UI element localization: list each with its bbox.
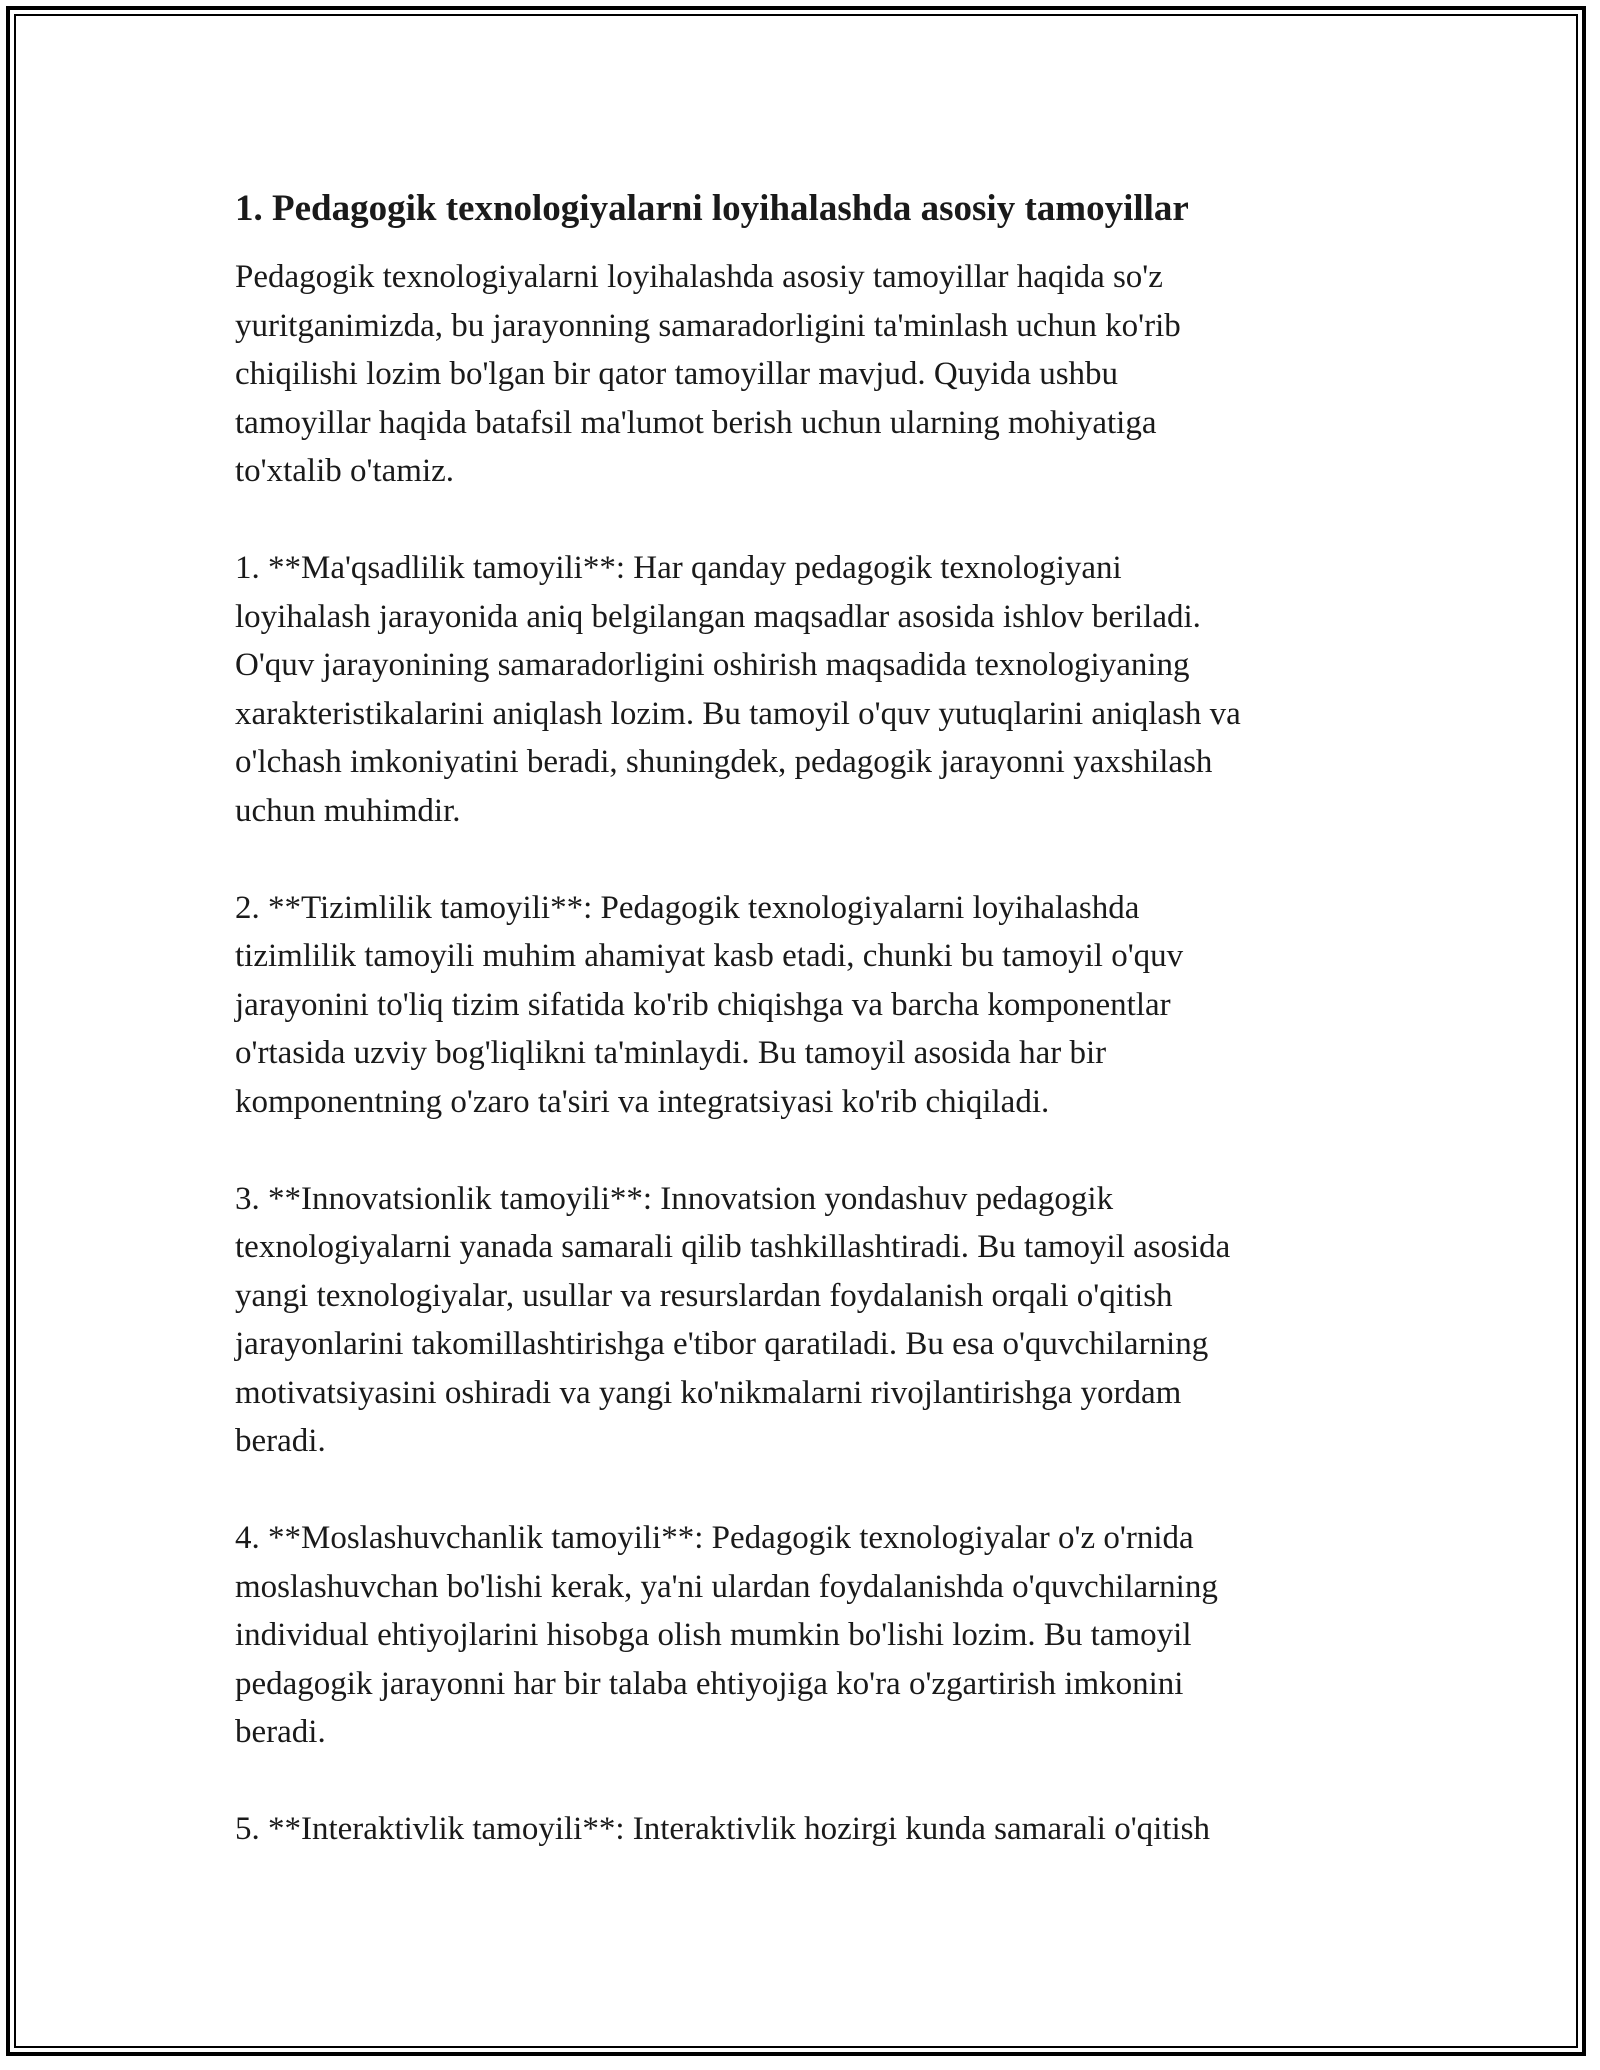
text-line: 3. **Innovatsionlik tamoyili**: Innovatsion yondashuv pedagogik xyxy=(235,1180,1114,1217)
text-line: loyihalash jarayonida aniq belgilangan maqsadlar asosida ishlov beriladi. xyxy=(235,598,1201,635)
text-line: o'lchash imkoniyatini beradi, shuningdek, pedagogik jarayonni yaxshilash xyxy=(235,744,1213,780)
text-line: tizimlilik tamoyili muhim ahamiyat kasb etadi, chunki bu tamoyil o'quv xyxy=(235,938,1184,974)
text-line: motivatsiyasini oshiradi va yangi ko'nikmalarni rivojlantirishga yordam xyxy=(235,1374,1182,1411)
text-line: 2. **Tizimlilik tamoyili**: Pedagogik texnologiyalarni loyihalashda xyxy=(235,889,1140,926)
text-line: uchun muhimdir. xyxy=(235,792,461,829)
text-line: O'quv jarayonining samaradorligini oshirish maqsadida texnologiyaning xyxy=(235,647,1190,683)
text-line: jarayonini to'liq tizim sifatida ko'rib chiqishga va barcha komponentlar xyxy=(235,986,1171,1023)
text-line: chiqilishi lozim bo'lgan bir qator tamoyillar mavjud. Quyida ushbu xyxy=(235,356,1119,392)
section-heading: 1. Pedagogik texnologiyalarni loyihalashda asosiy tamoyillar xyxy=(235,188,1189,229)
principle-paragraph-2 xyxy=(235,884,1375,1127)
principle-paragraph-5 xyxy=(235,1805,1375,1854)
principle-paragraph-4 xyxy=(235,1514,1375,1757)
text-line: individual ehtiyojlarini hisobga olish mumkin bo'lishi lozim. Bu tamoyil xyxy=(235,1617,1192,1653)
principle-paragraph-1 xyxy=(235,544,1375,835)
text-line: beradi. xyxy=(235,1423,326,1459)
text-line: yangi texnologiyalar, usullar va resurslardan foydalanish orqali o'qitish xyxy=(235,1277,1173,1314)
document-body xyxy=(235,185,1375,1902)
text-line: 1. **Ma'qsadlilik tamoyili**: Har qanday pedagogik texnologiyani xyxy=(235,550,1122,586)
text-line: tamoyillar haqida batafsil ma'lumot berish uchun ularning mohiyatiga xyxy=(235,404,1157,441)
intro-paragraph xyxy=(235,253,1375,496)
text-line: moslashuvchan bo'lishi kerak, ya'ni ulardan foydalanishda o'quvchilarning xyxy=(235,1568,1218,1605)
text-line: 5. **Interaktivlik tamoyili**: Interaktivlik hozirgi kunda samarali o'qitish xyxy=(235,1811,1210,1847)
text-line: yuritganimizda, bu jarayonning samaradorligini ta'minlash uchun ko'rib xyxy=(235,307,1181,344)
text-line: jarayonlarini takomillashtirishga e'tibor qaratiladi. Bu esa o'quvchilarning xyxy=(235,1326,1209,1362)
text-line: komponentning o'zaro ta'siri va integratsiyasi ko'rib chiqiladi. xyxy=(235,1083,1050,1120)
principle-paragraph-3 xyxy=(235,1175,1375,1466)
text-line: beradi. xyxy=(235,1714,326,1750)
text-line: Pedagogik texnologiyalarni loyihalashda asosiy tamoyillar haqida so'z xyxy=(235,259,1163,295)
text-line: 4. **Moslashuvchanlik tamoyili**: Pedagogik texnologiyalar o'z o'rnida xyxy=(235,1520,1194,1556)
text-line: o'rtasida uzviy bog'liqlikni ta'minlaydi. Bu tamoyil asosida har bir xyxy=(235,1035,1107,1071)
text-line: xarakteristikalarini aniqlash lozim. Bu tamoyil o'quv yutuqlarini aniqlash va xyxy=(235,695,1241,732)
text-line: texnologiyalarni yanada samarali qilib tashkillashtiradi. Bu tamoyil asosida xyxy=(235,1229,1231,1265)
text-line: pedagogik jarayonni har bir talaba ehtiyojiga ko'ra o'zgartirish imkonini xyxy=(235,1665,1184,1702)
text-line: to'xtalib o'tamiz. xyxy=(235,453,455,489)
